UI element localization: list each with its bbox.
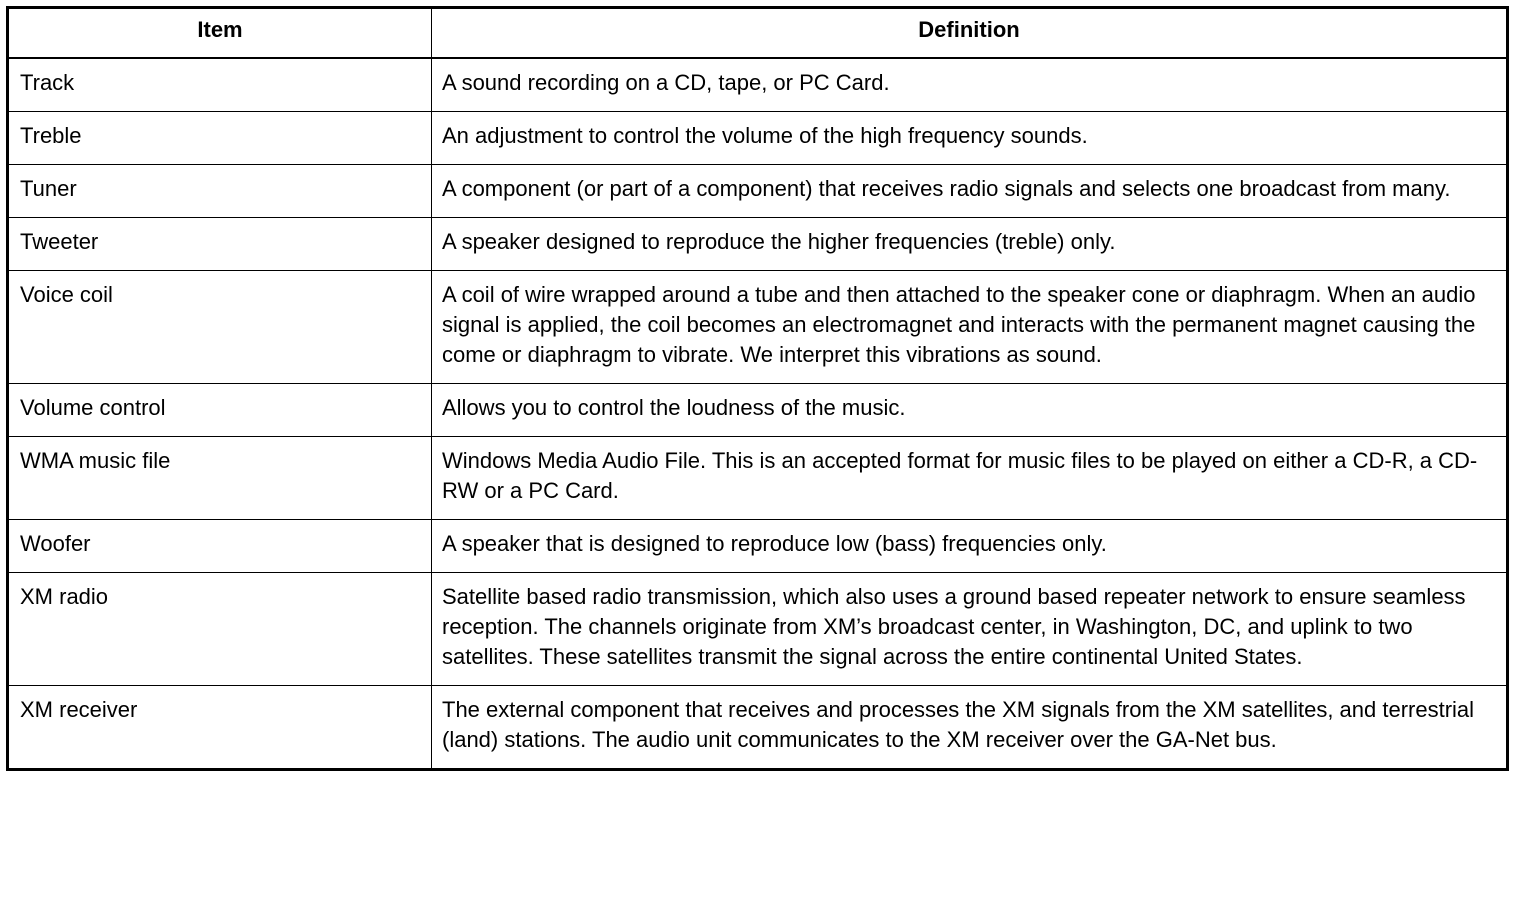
item-cell: XM radio [8,572,432,685]
table-body [8,58,1508,770]
table-row [8,164,1508,217]
item-cell: Tweeter [8,217,432,270]
definition-cell: An adjustment to control the volume of the high frequency sounds. [432,111,1508,164]
item-cell: Treble [8,111,432,164]
glossary-table [6,6,1509,771]
item-cell: Woofer [8,519,432,572]
definition-cell: A speaker that is designed to reproduce low (bass) frequencies only. [432,519,1508,572]
definition-cell: A sound recording on a CD, tape, or PC Card. [432,58,1508,112]
item-cell: Tuner [8,164,432,217]
header-row [8,8,1508,58]
item-cell: Track [8,58,432,112]
table-row [8,519,1508,572]
table-row [8,436,1508,519]
definition-cell: Allows you to control the loudness of the music. [432,383,1508,436]
table-header [8,8,1508,58]
definition-cell: A component (or part of a component) that receives radio signals and selects one broadcast from many. [432,164,1508,217]
table-row [8,685,1508,769]
definition-cell: Satellite based radio transmission, which also uses a ground based repeater network to ensure seamless reception. The channels originate from XM’s broadcast center, in Washington, DC, and uplink to two satellites. These satellites transmit the signal across the entire continental United States. [432,572,1508,685]
item-cell: XM receiver [8,685,432,769]
item-cell: Volume control [8,383,432,436]
item-cell: WMA music file [8,436,432,519]
definition-cell: The external component that receives and processes the XM signals from the XM satellites, and terrestrial (land) stations. The audio unit communicates to the XM receiver over the GA-Net bus. [432,685,1508,769]
table-row [8,111,1508,164]
definition-cell: A coil of wire wrapped around a tube and then attached to the speaker cone or diaphragm. When an audio signal is applied, the coil becomes an electromagnet and interacts with the permanent magnet causing the come or diaphragm to vibrate. We interpret this vibrations as sound. [432,270,1508,383]
table-row [8,383,1508,436]
definition-cell: A speaker designed to reproduce the higher frequencies (treble) only. [432,217,1508,270]
definition-cell: Windows Media Audio File. This is an accepted format for music files to be played on either a CD-R, a CD-RW or a PC Card. [432,436,1508,519]
table-row [8,572,1508,685]
item-cell: Voice coil [8,270,432,383]
table-row [8,58,1508,112]
table-row [8,217,1508,270]
table-row [8,270,1508,383]
column-header-item: Item [8,8,432,58]
column-header-definition: Definition [432,8,1508,58]
